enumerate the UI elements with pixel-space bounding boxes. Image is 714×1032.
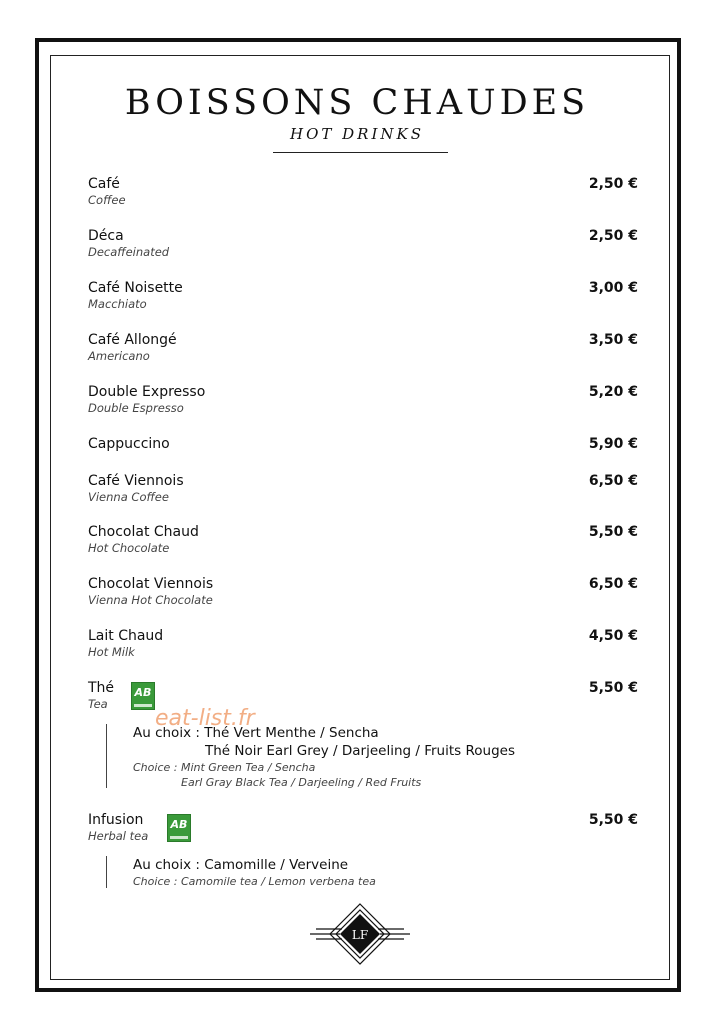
item-name: Déca bbox=[88, 228, 124, 244]
item-price: 5,20 € bbox=[588, 384, 638, 400]
tea-choice-en-line2: Earl Gray Black Tea / Darjeeling / Red Fruits bbox=[181, 776, 422, 789]
item-name: Café Allongé bbox=[88, 332, 177, 348]
item-name: Infusion bbox=[88, 812, 144, 828]
organic-ab-icon: AB bbox=[167, 814, 191, 842]
item-translation: Double Espresso bbox=[88, 401, 184, 415]
item-price: 3,00 € bbox=[588, 280, 638, 296]
menu-item-cafe-allonge bbox=[88, 332, 638, 364]
item-name: Café Viennois bbox=[88, 473, 184, 489]
item-name: Chocolat Viennois bbox=[88, 576, 214, 592]
menu-item-cappuccino bbox=[88, 436, 638, 453]
item-name: Café bbox=[88, 176, 120, 192]
item-translation: Coffee bbox=[88, 193, 126, 207]
item-translation: Vienna Hot Chocolate bbox=[88, 593, 213, 607]
watermark: eat-list.fr bbox=[155, 706, 255, 731]
title-divider bbox=[273, 152, 448, 153]
page-title: BOISSONS CHAUDES bbox=[124, 83, 590, 123]
item-name: Cappuccino bbox=[88, 436, 170, 452]
item-price: 5,50 € bbox=[588, 680, 638, 696]
menu-item-cafe-noisette bbox=[88, 280, 638, 312]
item-name: Chocolat Chaud bbox=[88, 524, 199, 540]
item-price: 3,50 € bbox=[588, 332, 638, 348]
item-name: Café Noisette bbox=[88, 280, 183, 296]
tea-choice-fr-line2: Thé Noir Earl Grey / Darjeeling / Fruits Rouges bbox=[205, 743, 515, 759]
menu-item-double-expresso bbox=[88, 384, 638, 416]
menu-item-chocolat-chaud bbox=[88, 524, 638, 556]
infusion-choices bbox=[106, 856, 376, 888]
item-translation: Americano bbox=[88, 349, 150, 363]
menu-item-deca bbox=[88, 228, 638, 260]
diamond-emblem-icon bbox=[310, 902, 410, 966]
page-subtitle: HOT DRINKS bbox=[289, 125, 424, 143]
item-translation: Hot Chocolate bbox=[88, 541, 170, 555]
item-price: 6,50 € bbox=[588, 576, 638, 592]
infusion-choice-en: Choice : Camomile tea / Lemon verbena tea bbox=[133, 875, 376, 888]
infusion-choice-fr: Au choix : Camomille / Verveine bbox=[133, 857, 349, 873]
item-translation: Decaffeinated bbox=[88, 245, 170, 259]
item-translation: Tea bbox=[88, 697, 108, 711]
menu-item-chocolat-viennois bbox=[88, 576, 638, 608]
tea-choice-en-line1: Choice : Mint Green Tea / Sencha bbox=[133, 761, 316, 774]
item-price: 5,50 € bbox=[588, 524, 638, 540]
item-price: 5,90 € bbox=[588, 436, 638, 452]
menu-item-cafe-viennois bbox=[88, 473, 638, 505]
item-price: 2,50 € bbox=[588, 228, 638, 244]
item-name: Thé bbox=[88, 680, 115, 696]
item-translation: Macchiato bbox=[88, 297, 147, 311]
item-translation: Vienna Coffee bbox=[88, 490, 169, 504]
item-name: Lait Chaud bbox=[88, 628, 164, 644]
item-price: 2,50 € bbox=[588, 176, 638, 192]
organic-ab-icon: AB bbox=[131, 682, 155, 710]
menu-item-lait-chaud bbox=[88, 628, 638, 660]
item-price: 6,50 € bbox=[588, 473, 638, 489]
tea-choice-fr-line1: Au choix : Thé Vert Menthe / Sencha bbox=[133, 725, 379, 741]
item-translation: Herbal tea bbox=[88, 829, 149, 843]
item-name: Double Expresso bbox=[88, 384, 206, 400]
item-price: 5,50 € bbox=[588, 812, 638, 828]
emblem-monogram: LF bbox=[351, 928, 369, 942]
menu-item-cafe bbox=[88, 176, 638, 208]
item-translation: Hot Milk bbox=[88, 645, 135, 659]
tea-choices bbox=[106, 724, 515, 788]
item-price: 4,50 € bbox=[588, 628, 638, 644]
